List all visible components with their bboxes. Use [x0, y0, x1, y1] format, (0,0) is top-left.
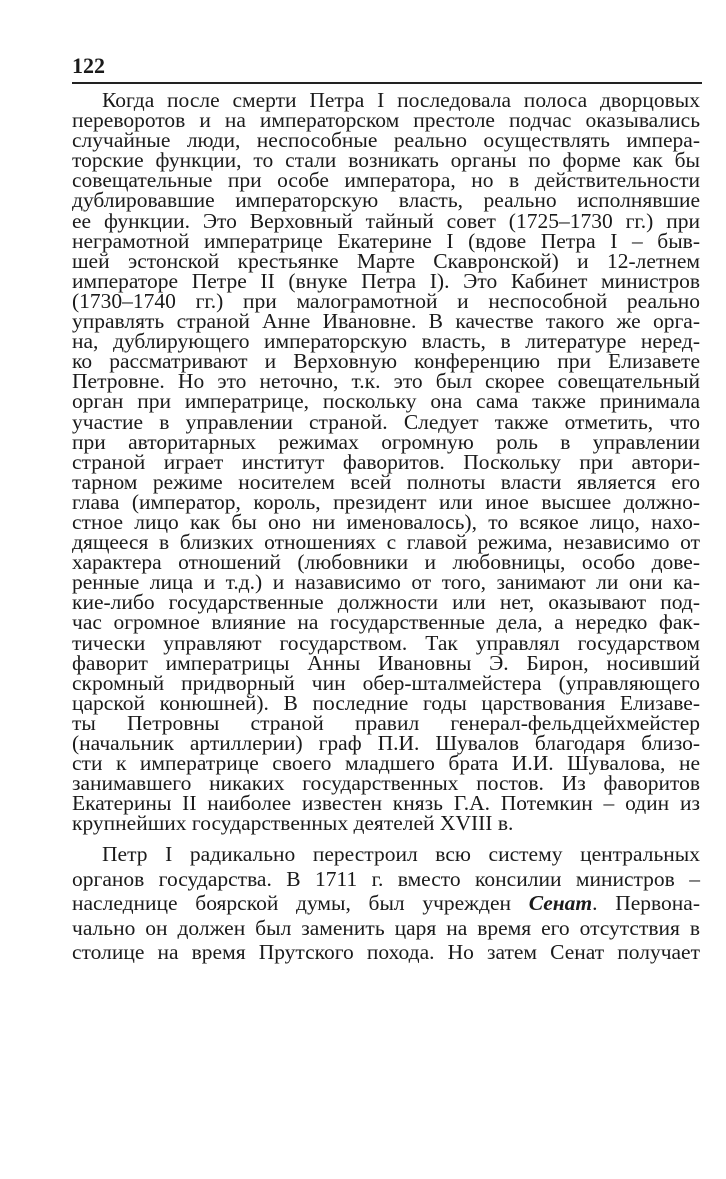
- text-segment: участие в управлении страной. Следует также отметить, что: [72, 409, 700, 434]
- text-line: [72, 309, 700, 334]
- text-segment: дящееся в близких отношениях с главой режима, независимо от: [72, 530, 700, 555]
- text-segment: сти к императрице своего младшего брата И.И. Шувалова, не: [72, 751, 700, 776]
- text-segment: фаворит императрицы Анны Ивановны Э. Бирон, носивший: [72, 650, 700, 675]
- text-segment: совещательные при особе императора, но в действительности: [72, 168, 700, 193]
- text-line: [72, 148, 700, 173]
- text-segment: глава (император, король, президент или иное высшее должно-: [72, 489, 700, 514]
- text-line: [72, 188, 700, 213]
- text-line: [72, 867, 700, 892]
- text-line: [72, 550, 700, 575]
- text-line: [72, 349, 700, 374]
- text-line: [72, 610, 700, 635]
- text-segment: императоре Петре II (внуке Петра I). Это Кабинет министров: [72, 268, 700, 293]
- text-segment: стное лицо как бы оно ни именовалось), то всякое лицо, нахо-: [72, 509, 700, 534]
- text-line: [72, 268, 700, 293]
- text-segment: характера отношений (любовники и любовницы, особо дове-: [72, 550, 700, 575]
- text-segment: неграмотной императрице Екатерине I (вдове Петра I – быв-: [72, 228, 700, 253]
- text-segment: при авторитарных режимах огромную роль в управлении: [72, 429, 700, 454]
- text-segment: наследнице боярской думы, был учрежден: [72, 891, 529, 916]
- text-line: [72, 811, 700, 836]
- text-segment: . Первона-: [592, 891, 700, 916]
- text-line: [72, 733, 700, 753]
- text-line: [72, 329, 700, 354]
- text-line: [72, 891, 700, 916]
- page-number: 122: [72, 53, 105, 78]
- text-line: [72, 509, 700, 534]
- text-segment: скромный придворный чин обер-шталмейстера (управляющего: [72, 670, 700, 695]
- text-segment: ренные лица и т.д.) и назависимо от того, занимают ли они ка-: [72, 570, 700, 595]
- text-segment: тарном режиме носителем всей полноты власти является его: [72, 469, 700, 494]
- text-segment: крупнейших государственных деятелей XVIII в.: [72, 811, 514, 836]
- text-line: [72, 449, 700, 474]
- text-segment: Когда после смерти Петра I последовала полоса дворцовых: [102, 88, 700, 112]
- text-segment: ко рассматривают и Верховную конференцию при Елизавете: [72, 349, 700, 374]
- text-segment: Петр I радикально перестроил всю систему центральных: [102, 842, 700, 866]
- text-line: [72, 710, 700, 735]
- text-line: [72, 630, 700, 655]
- text-segment: страной играет институт фаворитов. Поскольку при автори-: [72, 449, 700, 474]
- text-line: [72, 409, 700, 434]
- text-line: [72, 489, 700, 514]
- text-segment: ее функции. Это Верховный тайный совет (1725–1730 гг.) при: [72, 208, 700, 233]
- text-line: [72, 570, 700, 595]
- text-segment: шей эстонской крестьянке Марте Скавронской) и 12-летнем: [72, 248, 700, 273]
- text-line: [72, 168, 700, 193]
- text-segment: дублировавшие императорскую власть, реально исполнявшие: [72, 188, 700, 213]
- text-line: [72, 940, 700, 965]
- text-segment: на, дублирующего императорскую власть, в литературе неред-: [72, 329, 700, 354]
- text-line: [72, 248, 700, 273]
- text-line: [72, 208, 700, 233]
- paragraph: [72, 88, 700, 836]
- text-line: [72, 469, 700, 494]
- text-segment: кие-либо государственные должности или нет, оказывают под-: [72, 590, 700, 615]
- text-segment: Екатерины II наиболее известен князь Г.А. Потемкин – один из: [72, 791, 700, 816]
- text-line: [72, 650, 700, 675]
- text-segment: переворотов и на императорском престоле подчас оказывались: [72, 108, 700, 133]
- text-line: [72, 90, 700, 110]
- text-line: [72, 228, 700, 253]
- text-segment: органов государства. В 1711 г. вместо консилии министров –: [72, 866, 700, 891]
- text-line: [72, 369, 700, 394]
- text-segment: тически управляют государством. Так управлял государством: [72, 630, 700, 655]
- text-segment: торские функции, то стали возникать органы по форме как бы: [72, 148, 700, 173]
- text-segment: Петровне. Но это неточно, т.к. это был скорее совещательный: [72, 369, 700, 394]
- paragraph: [72, 842, 700, 965]
- text-segment: ты Петровны страной правил генерал-фельдцейхмейстер: [72, 710, 700, 735]
- text-line: [72, 690, 700, 715]
- text-line: [72, 916, 700, 941]
- text-line: [72, 670, 700, 695]
- text-line: [72, 288, 700, 313]
- text-segment: царской конюшней). В последние годы царствования Елизаве-: [72, 690, 700, 715]
- text-segment: час огромное влияние на государственные дела, а нередко фак-: [72, 610, 700, 635]
- text-line: [72, 771, 700, 796]
- text-segment: орган при императрице, поскольку она сама также принимала: [72, 389, 700, 414]
- text-segment: занимавшего никаких государственных постов. Из фаворитов: [72, 771, 700, 796]
- text-segment: чально он должен был заменить царя на время его отсутствия в: [72, 915, 700, 940]
- emphasized-term: Сенат: [528, 891, 593, 916]
- text-line: [72, 128, 700, 153]
- text-segment: (1730–1740 гг.) при малограмотной и неспособной реально: [72, 288, 700, 313]
- text-segment: случайные люди, неспособные реально осуществлять импера-: [72, 128, 700, 153]
- text-line: [72, 842, 700, 867]
- text-line: [72, 530, 700, 555]
- text-segment: управлять страной Анне Ивановне. В качестве такого же орга-: [72, 309, 700, 334]
- text-line: [72, 590, 700, 615]
- text-segment: (начальник артиллерии) граф П.И. Шувалов благодаря близо-: [72, 731, 700, 755]
- text-line: [72, 751, 700, 776]
- text-line: [72, 429, 700, 454]
- header-rule: [72, 82, 702, 84]
- text-line: [72, 108, 700, 133]
- text-line: [72, 389, 700, 414]
- text-segment: столице на время Прутского похода. Но затем Сенат получает: [72, 940, 700, 965]
- text-line: [72, 791, 700, 816]
